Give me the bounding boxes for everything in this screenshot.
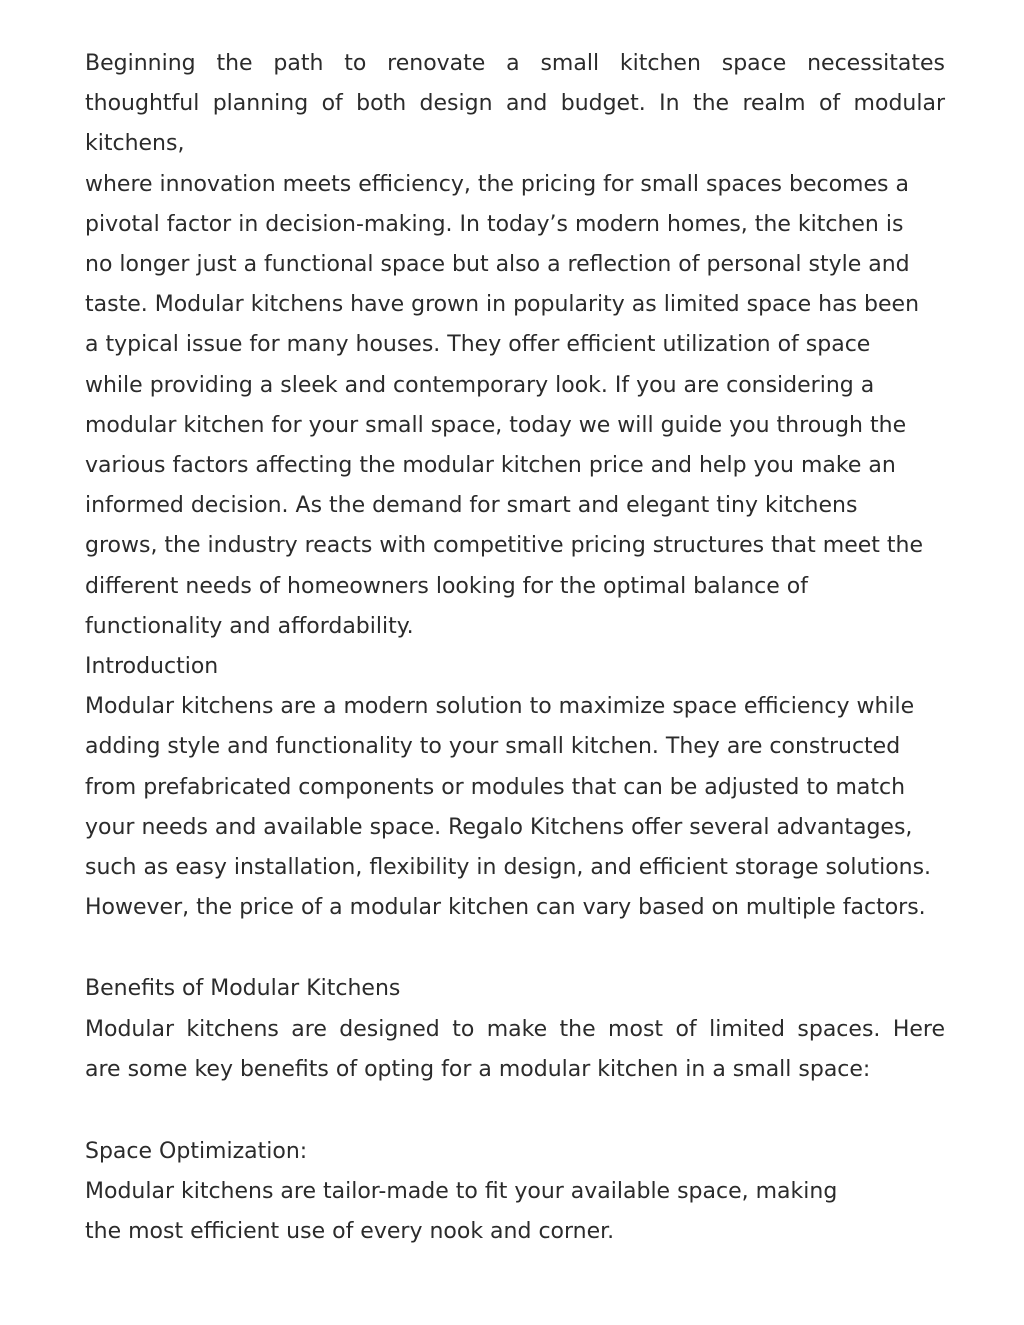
text-line: pivotal factor in decision-making. In today’s modern homes, the kitchen is xyxy=(85,211,904,237)
text-line: Modular kitchens are a modern solution to maximize space efficiency while xyxy=(85,694,915,720)
document-page xyxy=(85,44,945,1253)
paragraph-spacer xyxy=(85,928,945,969)
text-line: modular kitchen for your small space, today we will guide you through the xyxy=(85,412,907,438)
text-line: informed decision. As the demand for smart and elegant tiny kitchens xyxy=(85,493,858,519)
text-line: your needs and available space. Regalo Kitchens offer several advantages, xyxy=(85,814,913,840)
text-line: adding style and functionality to your small kitchen. They are constructed xyxy=(85,734,901,760)
text-line: while providing a sleek and contemporary look. If you are considering a xyxy=(85,372,875,398)
text-line: thoughtful planning of both design and budget. In the realm of modular xyxy=(85,91,945,117)
space-optimization-heading: Space Optimization: xyxy=(85,1139,308,1165)
benefits-heading: Benefits of Modular Kitchens xyxy=(85,976,401,1002)
text-line: different needs of homeowners looking for the optimal balance of xyxy=(85,573,808,599)
text-line: Modular kitchens are tailor-made to fit your available space, making xyxy=(85,1179,838,1205)
text-line: Modular kitchens are designed to make the most of limited spaces. Here xyxy=(85,1016,945,1042)
text-line: a typical issue for many houses. They offer efficient utilization of space xyxy=(85,332,871,358)
introduction-heading: Introduction xyxy=(85,654,219,680)
intro-paragraph xyxy=(85,44,945,165)
text-line: functionality and affordability. xyxy=(85,613,414,639)
introduction-paragraph xyxy=(85,687,945,928)
text-line: where innovation meets efficiency, the pricing for small spaces becomes a xyxy=(85,171,909,197)
text-line: from prefabricated components or modules that can be adjusted to match xyxy=(85,774,906,800)
text-line: Beginning the path to renovate a small kitchen space necessitates xyxy=(85,51,945,76)
text-line: However, the price of a modular kitchen can vary based on multiple factors. xyxy=(85,895,926,921)
text-line: grows, the industry reacts with competitive pricing structures that meet the xyxy=(85,533,923,559)
text-line: kitchens, xyxy=(85,131,185,157)
benefits-paragraph xyxy=(85,1010,945,1090)
space-optimization-paragraph xyxy=(85,1172,945,1252)
text-line: the most efficient use of every nook and corner. xyxy=(85,1219,615,1245)
text-line: taste. Modular kitchens have grown in popularity as limited space has been xyxy=(85,292,920,318)
main-paragraph xyxy=(85,165,945,647)
text-line: no longer just a functional space but also a reflection of personal style and xyxy=(85,252,910,278)
text-line: are some key benefits of opting for a modular kitchen in a small space: xyxy=(85,1056,871,1082)
text-line: such as easy installation, flexibility in design, and efficient storage solutions. xyxy=(85,855,932,881)
text-line: various factors affecting the modular kitchen price and help you make an xyxy=(85,453,896,479)
paragraph-spacer xyxy=(85,1090,945,1132)
